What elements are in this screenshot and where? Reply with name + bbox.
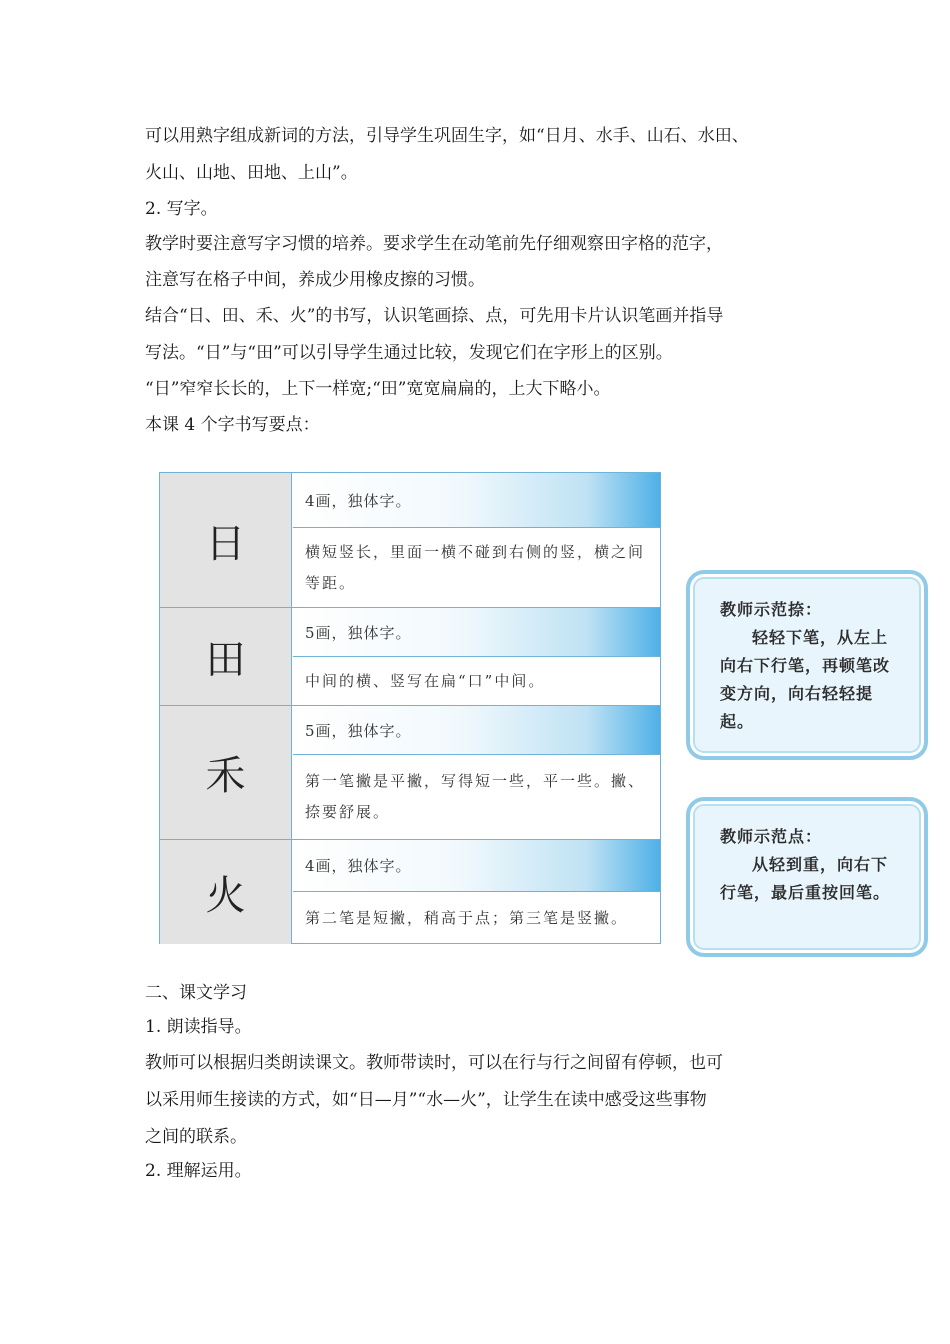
intro-line-2: 火山、山地、田地、上山”。 <box>145 163 358 183</box>
char-row <box>160 473 660 608</box>
char-row <box>160 608 660 706</box>
text-sub-heading-1: 1. 朗读指导。 <box>145 1017 252 1037</box>
intro-line-1: 可以用熟字组成新词的方法，引导学生巩固生字，如“日月、水手、山石、水田、 <box>145 126 749 146</box>
text-para-line3: 之间的联系。 <box>145 1127 247 1147</box>
char-cell: 日 <box>160 473 292 607</box>
write-para1-line2: 注意写在格子中间，养成少用橡皮擦的习惯。 <box>145 270 485 290</box>
writing-tip: 中间的横、竖写在扁“口”中间。 <box>305 671 546 690</box>
stroke-count: 5画，独体字。 <box>293 706 660 755</box>
write-summary: 本课 4 个字书写要点： <box>145 415 320 435</box>
stroke-count: 4画，独体字。 <box>293 840 660 892</box>
char-row <box>160 706 660 840</box>
text-para-line1: 教师可以根据归类朗读课文。教师带读时，可以在行与行之间留有停顿，也可 <box>145 1053 723 1073</box>
write-para2-line2: 写法。“日”与“田”可以引导学生通过比较，发现它们在字形上的区别。 <box>145 343 673 363</box>
char-cell: 火 <box>160 840 292 944</box>
write-para2-line1: 结合“日、田、禾、火”的书写，认识笔画捺、点，可先用卡片认识笔画并指导 <box>145 306 724 326</box>
character-writing-table <box>159 472 661 944</box>
section-text-heading: 二、课文学习 <box>145 983 247 1003</box>
note-body: 轻轻下笔，从左上向右下行笔，再顿笔改变方向，向右轻轻提起。 <box>720 628 891 731</box>
write-para2-line3: “日”窄窄长长的，上下一样宽;“田”宽宽扁扁的，上大下略小。 <box>145 379 611 399</box>
note-body: 从轻到重，向右下行笔，最后重按回笔。 <box>720 855 891 902</box>
writing-tip: 第一笔撇是平撇，写得短一些，平一些。撇、捺要舒展。 <box>305 772 646 821</box>
char-cell: 禾 <box>160 706 292 839</box>
writing-tip: 横短竖长，里面一横不碰到右侧的竖，横之间等距。 <box>305 542 646 592</box>
stroke-count: 4画，独体字。 <box>293 473 660 528</box>
text-para-line2: 以采用师生接读的方式，如“日—月”“水—火”，让学生在读中感受这些事物 <box>145 1090 707 1110</box>
writing-tip: 第二笔是短撇，稍高于点；第三笔是竖撇。 <box>305 908 629 927</box>
note-title: 教师示范捺： <box>720 600 823 619</box>
text-sub-heading-2: 2. 理解运用。 <box>145 1161 252 1181</box>
note-card-na <box>686 570 928 760</box>
write-para1-line1: 教学时要注意写字习惯的培养。要求学生在动笔前先仔细观察田字格的范字， <box>145 234 723 254</box>
stroke-count: 5画，独体字。 <box>293 608 660 657</box>
char-cell: 田 <box>160 608 292 705</box>
note-card-dian <box>686 797 928 957</box>
note-title: 教师示范点： <box>720 827 823 846</box>
char-row <box>160 840 660 944</box>
section-write-heading: 2. 写字。 <box>145 199 218 219</box>
